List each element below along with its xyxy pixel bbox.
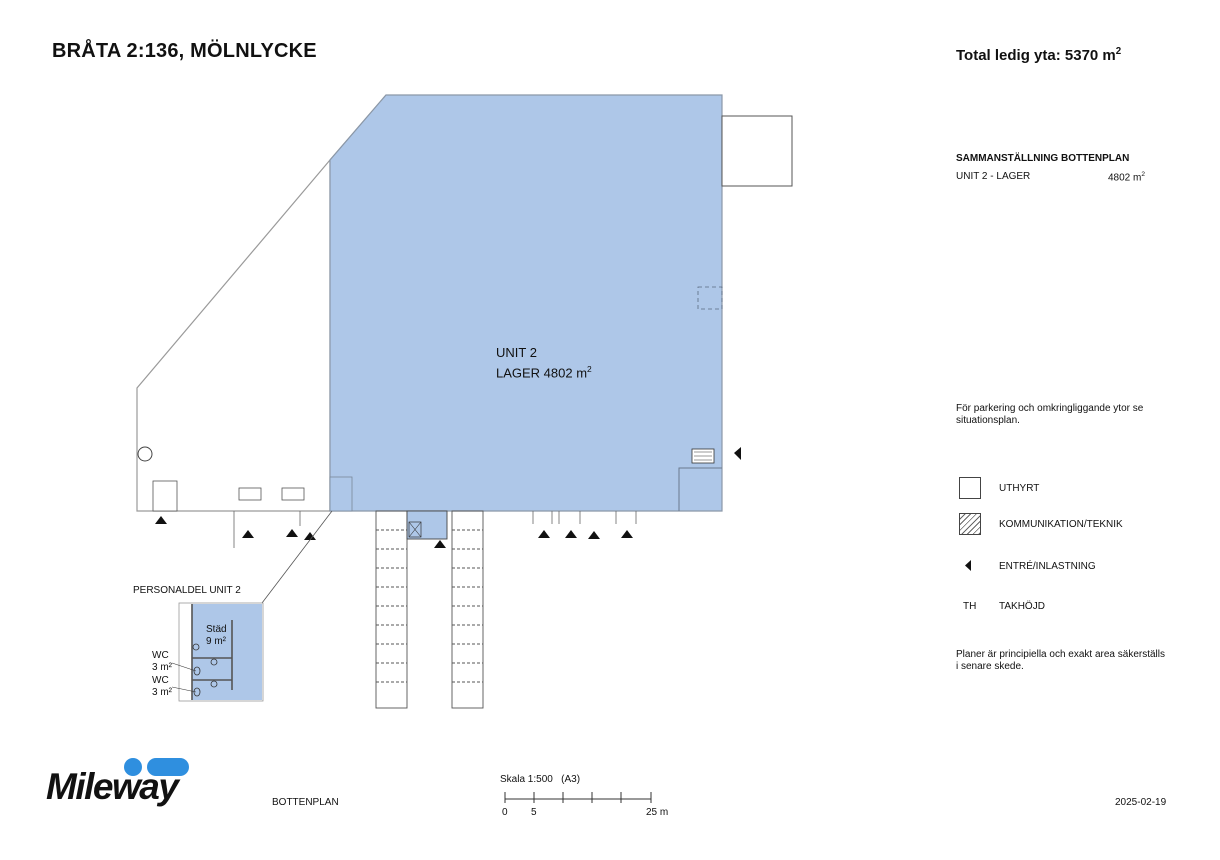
total-free-area [956, 46, 1121, 64]
summary-heading: SAMMANSTÄLLNING BOTTENPLAN [956, 153, 1130, 164]
scale-label [500, 774, 580, 785]
scale-0: 0 [502, 807, 508, 818]
plan-name: BOTTENPLAN [272, 797, 339, 808]
loading-ramp-right [452, 511, 483, 708]
entrance-arrow-icon [963, 560, 973, 572]
legend-rented-label: UTHYRT [999, 483, 1040, 494]
plan-date: 2025-02-19 [1115, 797, 1167, 808]
scale-text: Skala 1:500 [500, 774, 553, 785]
west-small-room [153, 481, 177, 511]
page-title: BRÅTA 2:136, MÖLNLYCKE [52, 40, 317, 62]
stad-label [206, 624, 227, 648]
scale-5: 5 [531, 807, 537, 818]
column-circle [138, 447, 152, 461]
entrance-vestibule [407, 511, 447, 539]
wc1-area: 3 m² [152, 662, 172, 673]
summary-row-label: UNIT 2 - LAGER [956, 171, 1031, 182]
legend-rented-swatch [959, 477, 981, 499]
wc2-name: WC [152, 675, 169, 686]
unit-area: LAGER 4802 m [496, 365, 588, 381]
unit-2-area [330, 95, 722, 511]
paper-size: (A3) [561, 774, 581, 785]
stad-area: 9 m² [206, 636, 226, 647]
summary-value: 4802 m [1108, 172, 1142, 184]
legend-ceiling-label: TAKHÖJD [999, 601, 1045, 612]
unit-area-sup: 2 [587, 364, 592, 374]
wc1-name: WC [152, 650, 169, 661]
legend-ceiling-symbol: TH [963, 601, 977, 612]
parking-note: För parkering och omkringliggande ytor se situationsplan. [956, 403, 1144, 426]
entrance-markers [155, 516, 633, 548]
loading-ramp-left [376, 511, 407, 708]
mileway-logo: Mileway [46, 766, 178, 807]
legend-communication-swatch [959, 513, 981, 535]
legend-communication-label: KOMMUNIKATION/TEKNIK [999, 519, 1123, 530]
summary-row-value [1108, 171, 1145, 183]
unit-label [496, 345, 592, 381]
personnel-area [192, 604, 262, 700]
stad-name: Städ [206, 624, 227, 635]
scale-bar [500, 789, 660, 807]
unit-name: UNIT 2 [496, 345, 537, 360]
summary-sup: 2 [1141, 171, 1145, 178]
scale-25: 25 m [646, 807, 669, 818]
wc2-label [152, 675, 172, 699]
legend-entrance-label: ENTRÉ/INLASTNING [999, 561, 1096, 572]
wc2-area: 3 m² [152, 687, 172, 698]
disclaimer: Planer är principiella och exakt area säkerställs i senare skede. [956, 649, 1165, 672]
total-label: Total ledig yta: 5370 m [956, 47, 1116, 64]
wc1-label [152, 650, 172, 674]
personnel-title: PERSONALDEL UNIT 2 [133, 585, 241, 596]
annex-outline [722, 116, 792, 186]
total-sup: 2 [1115, 46, 1122, 57]
entrance-marker-east [734, 447, 741, 460]
unit-area-line [496, 361, 592, 381]
service-room [330, 477, 352, 511]
